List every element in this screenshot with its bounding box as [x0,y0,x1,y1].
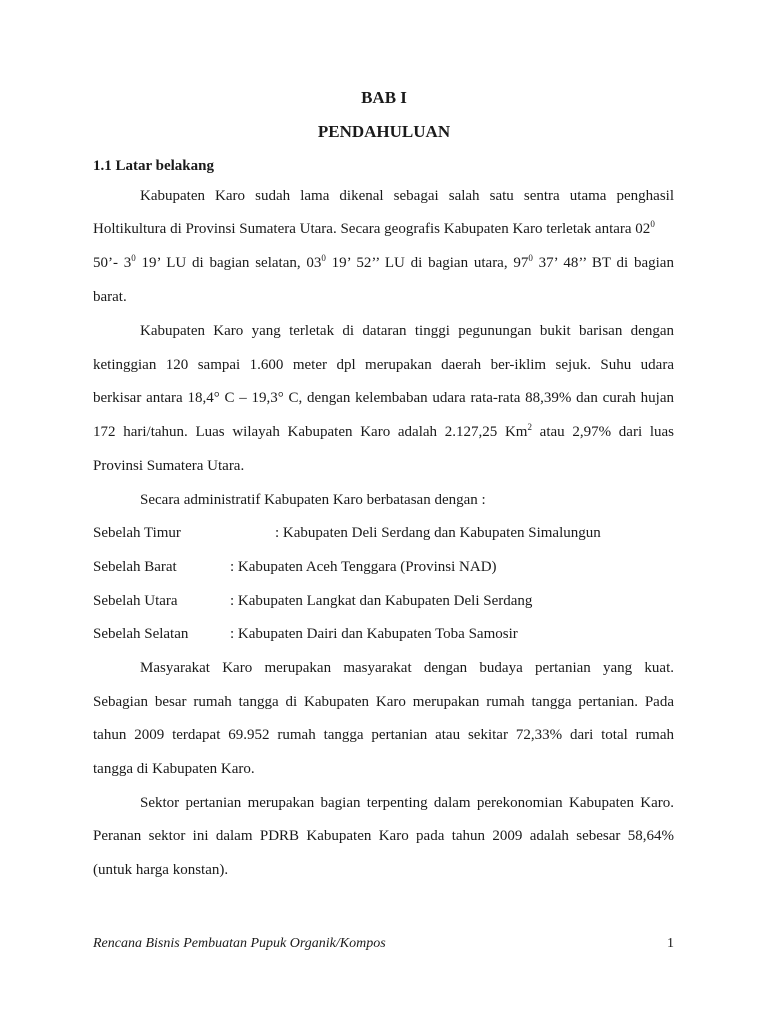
border-name: Sebelah Selatan [93,626,189,642]
paragraph-4-line-2: Sebagian besar rumah tangga di Kabupaten Karo merupakan rumah tangga pertanian. Pada [93,694,674,710]
degree-superscript: 0 [650,219,655,229]
paragraph-2-line-4 [93,422,674,442]
coord-part-3: 19’ 52’’ LU di bagian utara, 97 [325,255,529,271]
degree-superscript: 0 [528,253,533,263]
border-name: Sebelah Barat [93,559,177,575]
page-number: 1 [667,936,674,951]
paragraph-1-line-2 [93,219,674,239]
border-row-north [93,591,533,611]
paragraph-5-line-1: Sektor pertanian merupakan bagian terpenting dalam perekonomian Kabupaten Karo. [140,795,674,811]
border-value: : Kabupaten Dairi dan Kabupaten Toba Samosir [230,626,518,642]
paragraph-5-line-3: (untuk harga konstan). [93,862,229,878]
paragraph-2-line-3: berkisar antara 18,4° C – 19,3° C, dengan kelembaban udara rata-rata 88,39% dan curah hujan [93,390,674,406]
area-text: 172 hari/tahun. Luas wilayah Kabupaten Karo adalah 2.127,25 Km [93,424,528,440]
paragraph-2-line-1: Kabupaten Karo yang terletak di dataran tinggi pegunungan bukit barisan dengan [140,323,674,339]
border-value: : Kabupaten Aceh Tenggara (Provinsi NAD) [230,559,497,575]
border-name: Sebelah Utara [93,593,178,609]
border-name: Sebelah Timur [93,525,181,541]
paragraph-2-line-5: Provinsi Sumatera Utara. [93,458,245,474]
degree-superscript: 0 [131,253,136,263]
paragraph-4-line-4: tangga di Kabupaten Karo. [93,761,255,777]
chapter-heading: BAB I [361,88,407,107]
border-value: : Kabupaten Deli Serdang dan Kabupaten Simalungun [275,525,601,541]
paragraph-1-line-2-text: Holtikultura di Provinsi Sumatera Utara. Secara geografis Kabupaten Karo terletak antara 02 [93,221,651,237]
section-title: 1.1 Latar belakang [93,158,214,174]
paragraph-1-line-1: Kabupaten Karo sudah lama dikenal sebagai salah satu sentra utama penghasil [140,188,674,204]
footer-title: Rencana Bisnis Pembuatan Pupuk Organik/Kompos [93,936,386,951]
paragraph-4-line-3: tahun 2009 terdapat 69.952 rumah tangga pertanian atau sekitar 72,33% dari total rumah [93,727,674,743]
area-text-end: atau 2,97% dari luas [531,424,674,440]
border-value: : Kabupaten Langkat dan Kabupaten Deli Serdang [230,593,533,609]
squared-superscript: 2 [527,422,532,432]
paragraph-3-line-1: Secara administratif Kabupaten Karo berbatasan dengan : [140,492,486,508]
paragraph-1-line-3 [93,253,674,273]
paragraph-5-line-2: Peranan sektor ini dalam PDRB Kabupaten Karo pada tahun 2009 adalah sebesar 58,64% [93,828,674,844]
coord-part-1: 50’- 3 [93,255,132,271]
coord-part-2: 19’ LU di bagian selatan, 03 [135,255,322,271]
paragraph-2-line-2: ketinggian 120 sampai 1.600 meter dpl merupakan daerah ber-iklim sejuk. Suhu udara [93,357,674,373]
degree-superscript: 0 [321,253,326,263]
border-row-east [93,523,601,543]
paragraph-1-line-4: barat. [93,289,127,305]
coord-part-4: 37’ 48’’ BT di bagian [532,255,674,271]
border-row-west [93,557,497,577]
chapter-title: PENDAHULUAN [317,122,451,141]
border-row-south [93,624,518,644]
paragraph-4-line-1: Masyarakat Karo merupakan masyarakat dengan budaya pertanian yang kuat. [140,660,674,676]
